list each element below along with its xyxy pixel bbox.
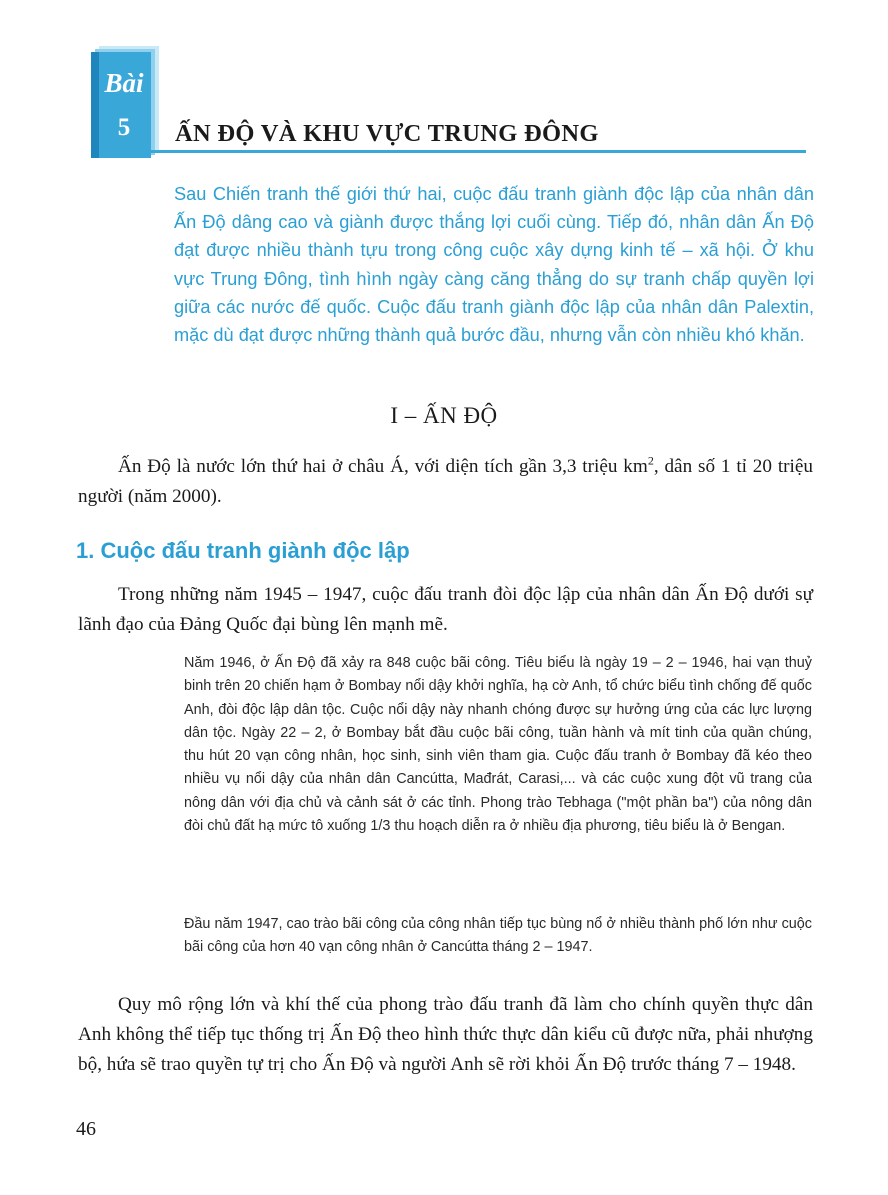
superscript: 2	[647, 453, 654, 468]
paragraph-1945: Trong những năm 1945 – 1947, cuộc đấu tranh đòi độc lập của nhân dân Ấn Độ dưới sự lãnh đạo của Đảng Quốc đại bùng lên mạnh mẽ.	[78, 584, 813, 635]
subheading: 1. Cuộc đấu tranh giành độc lập	[76, 538, 410, 563]
overview-paragraph	[78, 452, 813, 512]
badge-word: Bài	[104, 68, 144, 98]
lesson-number: 5	[117, 114, 131, 141]
intro-paragraph: Sau Chiến tranh thế giới thứ hai, cuộc đấu tranh giành độc lập của nhân dân Ấn Độ dâng cao và giành được thắng lợi cuối cùng. Tiếp đó, nhân dân Ấn Độ đạt được nhiều thành tựu trong công cuộc xây dựng kinh tế – xã hội. Ở khu vực Trung Đông, tình hình ngày càng căng thẳng do sự tranh chấp quyền lợi giữa các nước đế quốc. Cuộc đấu tranh giành độc lập của nhân dân Palextin, mặc dù đạt được những thành quả bước đầu, nhưng vẫn còn nhiều khó khăn.	[174, 184, 814, 346]
section-heading: I – ẤN ĐỘ	[390, 403, 498, 428]
result-paragraph: Quy mô rộng lớn và khí thế của phong trào đấu tranh đã làm cho chính quyền thực dân Anh không thể tiếp tục thống trị Ấn Độ theo hình thức thực dân kiểu cũ được nữa, phải nhượng bộ, hứa sẽ trao quyền tự trị cho Ấn Độ và người Anh sẽ rời khỏi Ấn Độ trước tháng 7 – 1948.	[78, 994, 813, 1075]
page-number: 46	[76, 1118, 96, 1140]
title-underline	[151, 150, 806, 153]
detail-paragraph-2: Đầu năm 1947, cao trào bãi công của công nhân tiếp tục bùng nổ ở nhiều thành phố lớn như cuộc bãi công của hơn 40 vạn công nhân ở Cancútta tháng 2 – 1947.	[184, 916, 812, 956]
lesson-title: ẤN ĐỘ VÀ KHU VỰC TRUNG ĐÔNG	[175, 120, 599, 147]
overview-text: Ấn Độ là nước lớn thứ hai ở châu Á, với diện tích gần 3,3 triệu km	[118, 456, 648, 477]
lesson-badge	[91, 52, 151, 158]
badge-spine	[91, 52, 99, 158]
overview-text-tail: , dân số 1 tỉ 20 triệu người (năm 2000).	[78, 456, 813, 507]
detail-paragraph-1: Năm 1946, ở Ấn Độ đã xảy ra 848 cuộc bãi công. Tiêu biểu là ngày 19 – 2 – 1946, hai vạn thuỷ binh trên 20 chiến hạm ở Bombay nổi dậy khởi nghĩa, hạ cờ Anh, tổ chức biểu tình chống đế quốc Anh, đòi độc lập dân tộc. Cuộc nổi dậy này nhanh chóng được sự hưởng ứng của các lực lượng dân tộc. Ngày 22 – 2, ở Bombay bắt đầu cuộc bãi công, tuần hành và mít tinh của quần chúng, thu hút 20 vạn công nhân, học sinh, sinh viên tham gia. Cuộc đấu tranh ở Bombay đã kéo theo nhiều vụ nổi dậy của nhân dân Cancútta, Mađrát, Carasi,... và các cuộc xung đột vũ trang của nông dân với địa chủ và cảnh sát ở các tỉnh. Phong trào Tebhaga ("một phần ba") của nông dân đòi chủ đất hạ mức tô xuống 1/3 thu hoạch diễn ra ở nhiều địa phương, tiêu biểu là ở Bengan.	[184, 655, 812, 835]
